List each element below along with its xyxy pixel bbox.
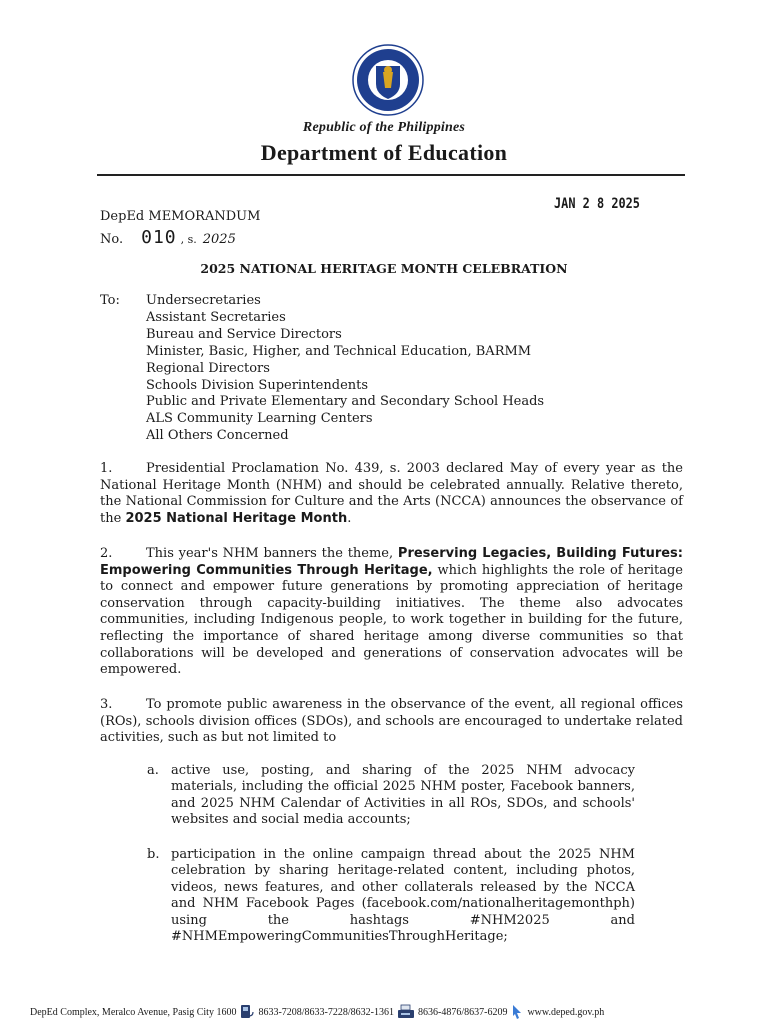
department-of-education-heading: Department of Education [260, 140, 508, 165]
footer-website[interactable]: www.deped.gov.ph [527, 1006, 605, 1018]
recipient-item: Undersecretaries [146, 293, 261, 308]
recipient-item: Assistant Secretaries [146, 309, 286, 325]
deped-seal-logo [352, 44, 424, 116]
memo-date-stamp: JAN 2 8 2025 [554, 196, 640, 212]
recipient-item: Schools Division Superintendents [146, 377, 369, 393]
header-divider [97, 174, 685, 176]
recipient-item: All Others Concerned [146, 428, 289, 444]
recipient-item: Bureau and Service Directors [146, 326, 342, 342]
republic-of-the-philippines-heading: Republic of the Philippines [302, 120, 466, 135]
footer-fax: 8636-4876/8637-6209 [418, 1006, 508, 1018]
memo-number-line [100, 227, 236, 248]
telephone-icon [239, 1004, 255, 1020]
paragraph-text: To promote public awareness in the observance of the event, all regional offices (ROs), schools division offices (SDOs), and schools are encouraged to undertake related activities, such as but not limited to [100, 697, 683, 746]
list-letter: a. [147, 763, 159, 778]
to-label: To: [100, 293, 120, 308]
theme-text: Preserving Legacies, Building Futures: Empowering Communities Through Heritage, [100, 546, 683, 578]
memo-number: 010 [141, 227, 177, 248]
fax-icon [397, 1004, 415, 1020]
list-item-text: participation in the online campaign thread about the 2025 NHM celebration by sharing heritage-related content, including photos, videos, news features, and other collaterals released by the NCCA and NHM Facebook Pages (facebook.com/nationalheritagemonthph) using the hashtags #NHM2025 and #NHMEmpoweringCommunitiesThroughHeritage; [171, 847, 635, 945]
memo-title: 2025 NATIONAL HERITAGE MONTH CELEBRATION [200, 261, 568, 276]
paragraph-text: Presidential Proclamation No. 439, s. 2003 declared May of every year as the National Heritage Month (NHM) and should be celebrated annually. Relative thereto, the National Commission for Culture and the Arts (NCCA) announces the observance of the [100, 461, 683, 526]
recipient-item: Public and Private Elementary and Secondary School Heads [146, 394, 545, 410]
recipient-list [146, 293, 544, 445]
list-item-text: active use, posting, and sharing of the 2025 NHM advocacy materials, including the official 2025 NHM poster, Facebook banners, and 2025 NHM Calendar of Activities in all ROs, SDOs, and schools' websites and social media accounts; [171, 763, 635, 828]
paragraph-number: 3. [100, 697, 113, 712]
list-item-a [147, 763, 635, 829]
paragraph-text: which highlights the role of heritage to connect and empower future generations by promoting appreciation of heritage conservation through capacity-building initiatives. The theme also advocates communities, including Indigenous people, to work together in building for the future, reflecting the importance of shared heritage among diverse communities so that collaborations will be developed and generations of conservation advocates will be empowered. [100, 562, 683, 678]
footer [30, 1004, 750, 1020]
paragraph-bold-text: 2025 National Heritage Month [125, 510, 348, 526]
paragraph-text: This year's NHM banners the theme, [146, 546, 398, 561]
footer-address: DepEd Complex, Meralco Avenue, Pasig City 1600 [30, 1006, 237, 1018]
memo-series-year: 2025 [202, 232, 236, 247]
paragraph-number: 1. [100, 461, 113, 476]
list-item-b [147, 847, 635, 945]
footer-phone: 8633-7208/8633-7228/8632-1361 [258, 1006, 394, 1018]
paragraph-number: 2. [100, 546, 113, 561]
paragraph-3 [100, 697, 683, 747]
memo-series-prefix: , s. [180, 233, 197, 246]
paragraph-text: . [347, 510, 352, 526]
paragraph-1 [100, 461, 683, 527]
web-pointer-icon [510, 1004, 524, 1020]
memo-no-label: No. [100, 232, 124, 247]
recipient-item: Minister, Basic, Higher, and Technical Education, BARMM [146, 343, 532, 359]
recipient-item: Regional Directors [146, 360, 270, 376]
recipient-item: ALS Community Learning Centers [146, 411, 373, 427]
memo-label: DepEd MEMORANDUM [100, 209, 261, 224]
paragraph-2 [100, 546, 683, 679]
list-letter: b. [147, 847, 160, 862]
